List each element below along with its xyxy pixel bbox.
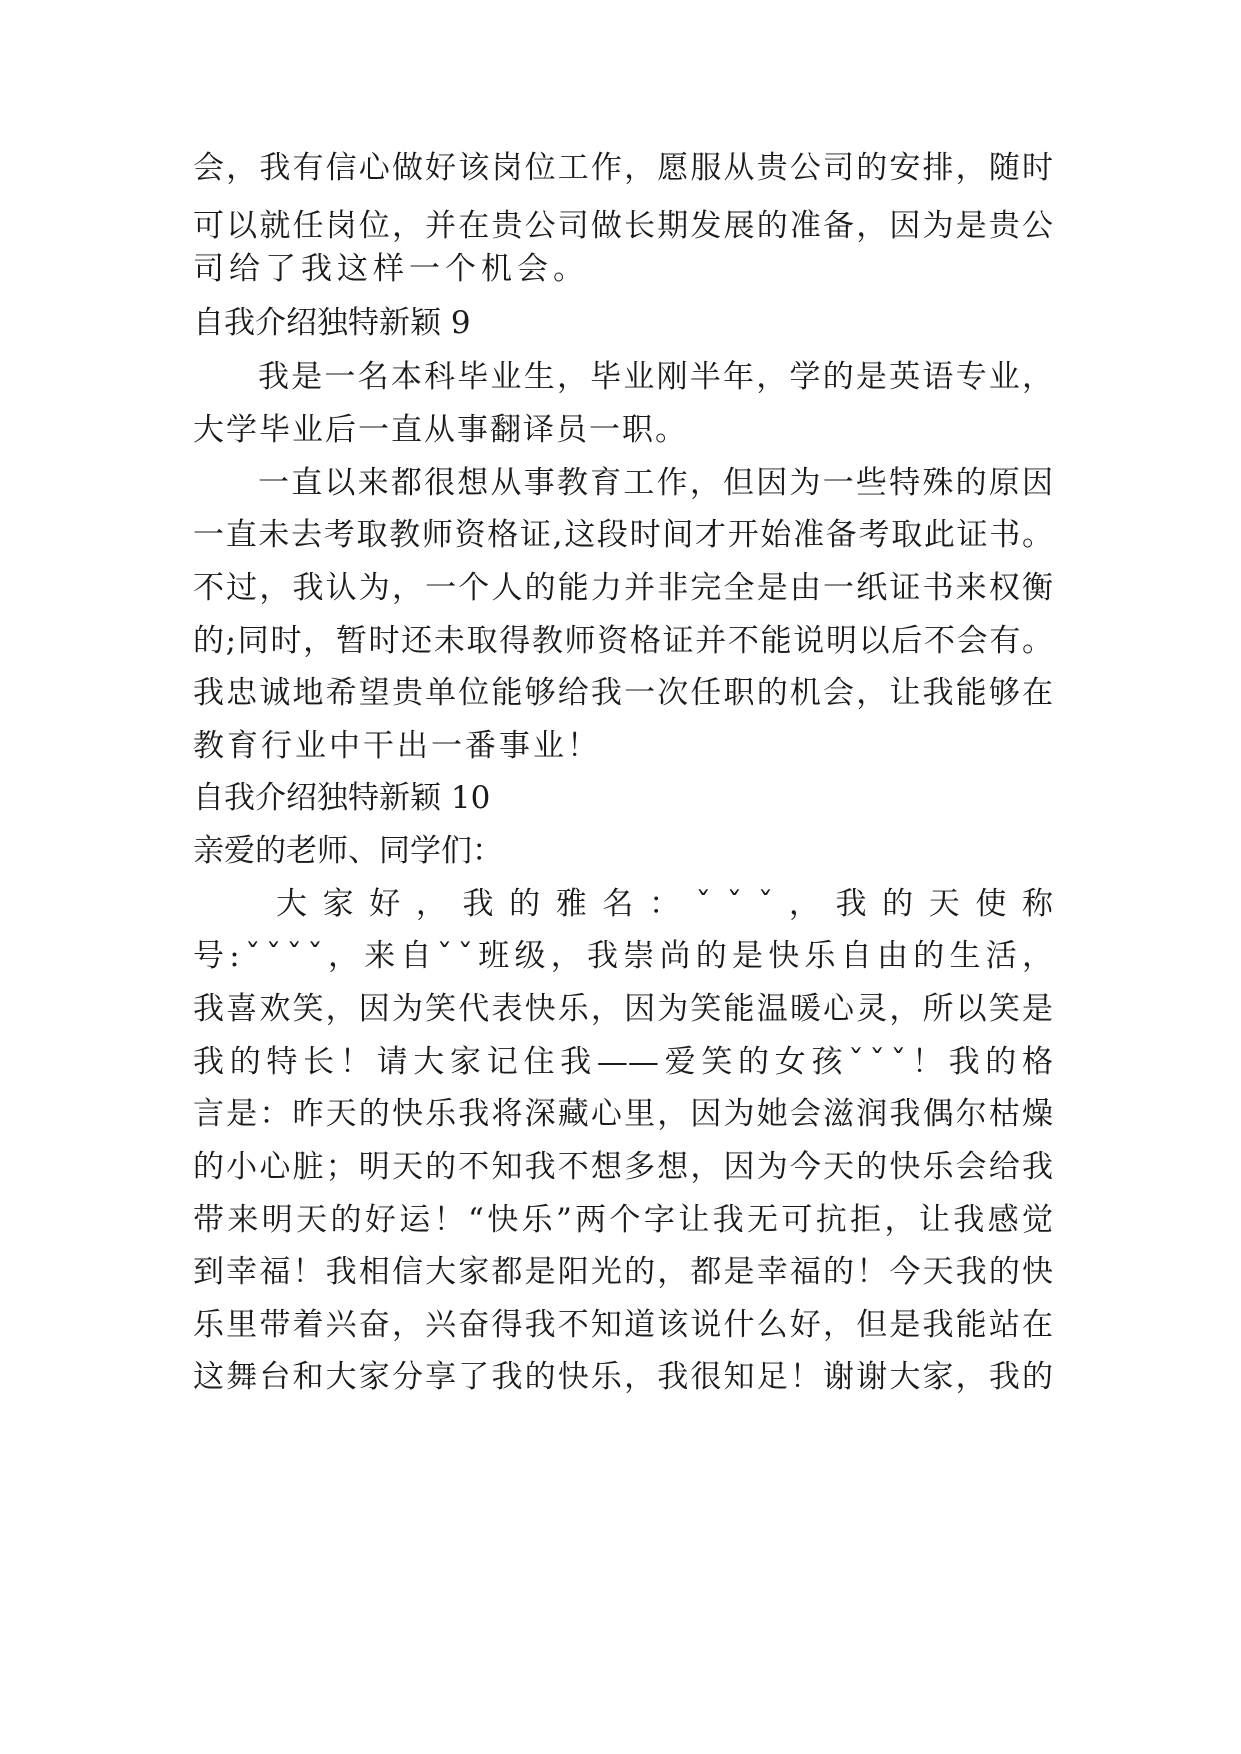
paragraph-line: 大学毕业后一直从事翻译员一职。 [193,412,688,448]
section-heading-9: 自我介绍独特新颖 9 [193,305,471,341]
paragraph-line: 一直以来都很想从事教育工作，但因为一些特殊的原因 [258,465,1053,501]
paragraph-line: 这舞台和大家分享了我的快乐，我很知足！谢谢大家，我的 [193,1359,1053,1395]
greeting-line: 亲爱的老师、同学们： [193,833,503,869]
paragraph-line: 不过，我认为，一个人的能力并非完全是由一纸证书来权衡 [193,570,1053,606]
paragraph-line: 到幸福！我相信大家都是阳光的，都是幸福的！今天我的快 [193,1254,1053,1290]
paragraph-line: 的;同时，暂时还未取得教师资格证并不能说明以后不会有。 [193,623,1053,659]
paragraph-line: 言是：昨天的快乐我将深藏心里，因为她会滋润我偶尔枯燥 [193,1096,1053,1132]
paragraph-line: 教育行业中干出一番事业！ [193,728,601,764]
paragraph-line: 可以就任岗位，并在贵公司做长期发展的准备，因为是贵公 [193,208,1053,244]
paragraph-line: 乐里带着兴奋，兴奋得我不知道该说什么好，但是我能站在 [193,1307,1053,1343]
paragraph-line: 我的特长！请大家记住我——爱笑的女孩ˇˇˇ！我的格 [193,1044,1053,1080]
section-heading-10: 自我介绍独特新颖 10 [193,780,491,816]
paragraph-line: 我喜欢笑，因为笑代表快乐，因为笑能温暖心灵，所以笑是 [193,991,1053,1027]
paragraph-line: 会，我有信心做好该岗位工作，愿服从贵公司的安排，随时 [193,150,1053,186]
paragraph-line: 我忠诚地希望贵单位能够给我一次任职的机会，让我能够在 [193,675,1053,711]
paragraph-line: 号:ˇˇˇˇ，来自ˇˇ班级，我崇尚的是快乐自由的生活， [193,938,1053,974]
paragraph-line: 带来明天的好运！“快乐”两个字让我无可抗拒，让我感觉 [193,1202,1053,1238]
paragraph-line: 大家好，我的雅名：ˇˇˇ，我的天使称 [276,886,1053,922]
paragraph-line: 我是一名本科毕业生，毕业刚半年，学的是英语专业， [258,359,1053,395]
paragraph-line: 一直未去考取教师资格证,这段时间才开始准备考取此证书。 [193,517,1053,553]
paragraph-line: 的小心脏；明天的不知我不想多想，因为今天的快乐会给我 [193,1149,1053,1185]
paragraph-line: 司给了我这样一个机会。 [193,251,589,287]
